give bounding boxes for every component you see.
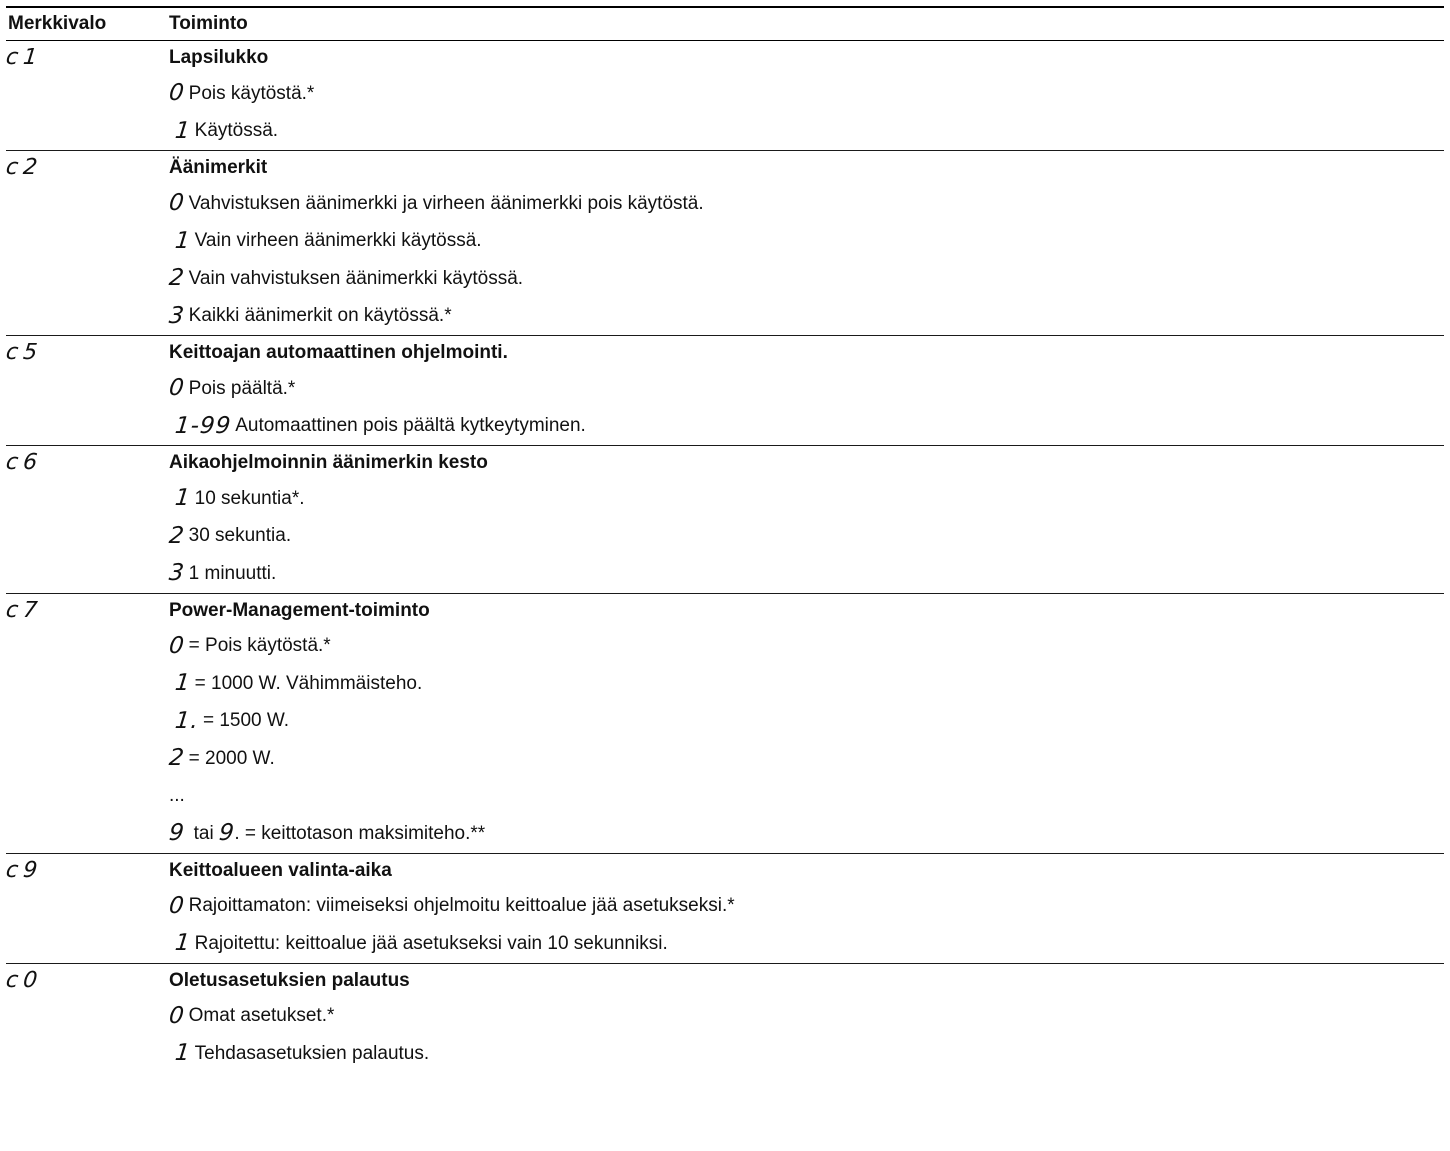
option-code: 0 bbox=[167, 375, 187, 402]
empty-indicator-cell bbox=[6, 555, 169, 593]
option-text: Rajoitettu: keittoalue jää asetukseksi vain 10 sekunniksi. bbox=[194, 932, 668, 954]
table-body bbox=[6, 41, 1444, 1073]
header-toiminto: Toiminto bbox=[169, 13, 248, 34]
option-row bbox=[6, 518, 1444, 556]
indicator-cell bbox=[6, 594, 169, 628]
option-code: 1 bbox=[173, 117, 193, 144]
option-row bbox=[6, 75, 1444, 113]
option-row bbox=[6, 665, 1444, 703]
setting-title: Aikaohjelmoinnin äänimerkin kesto bbox=[169, 452, 488, 473]
indicator-code: c7 bbox=[4, 597, 44, 623]
option-cell bbox=[169, 480, 1444, 518]
empty-indicator-cell bbox=[6, 1035, 169, 1073]
setting-title-row bbox=[6, 964, 1444, 998]
empty-indicator-cell bbox=[6, 815, 169, 853]
option-text: Kaikki äänimerkit on käytössä.* bbox=[188, 305, 452, 327]
empty-indicator-cell bbox=[6, 925, 169, 963]
option-row bbox=[6, 370, 1444, 408]
setting-title-row bbox=[6, 41, 1444, 75]
option-cell bbox=[169, 998, 1444, 1036]
option-row bbox=[6, 408, 1444, 446]
indicator-code: c5 bbox=[4, 340, 44, 365]
option-cell bbox=[169, 75, 1444, 113]
empty-indicator-cell bbox=[6, 75, 169, 113]
option-cell bbox=[169, 740, 1444, 778]
option-row bbox=[6, 628, 1444, 666]
option-row bbox=[6, 185, 1444, 223]
option-code: 9 bbox=[167, 820, 187, 847]
option-cell bbox=[169, 223, 1444, 261]
setting-title-row bbox=[6, 151, 1444, 185]
indicator-code: c2 bbox=[4, 155, 44, 180]
option-cell bbox=[169, 703, 1444, 741]
option-text: 30 sekuntia. bbox=[188, 525, 292, 547]
option-code: 0 bbox=[167, 190, 187, 217]
option-code: 1 bbox=[173, 227, 193, 254]
option-row bbox=[6, 888, 1444, 926]
option-row bbox=[6, 480, 1444, 518]
option-text: Tehdasasetuksien palautus. bbox=[194, 1042, 430, 1064]
option-code: 0 bbox=[167, 632, 187, 659]
option-text: ... bbox=[169, 785, 185, 807]
empty-indicator-cell bbox=[6, 628, 169, 666]
option-cell bbox=[169, 298, 1444, 336]
table-header bbox=[6, 6, 1444, 41]
empty-indicator-cell bbox=[6, 480, 169, 518]
setting-group bbox=[6, 41, 1444, 151]
option-cell bbox=[169, 518, 1444, 556]
setting-title-row bbox=[6, 854, 1444, 888]
setting-group bbox=[6, 594, 1444, 854]
empty-indicator-cell bbox=[6, 113, 169, 151]
option-text: = 1500 W. bbox=[202, 710, 290, 732]
setting-title: Oletusasetuksien palautus bbox=[169, 969, 410, 991]
option-cell bbox=[169, 815, 1444, 853]
indicator-cell bbox=[6, 336, 169, 370]
option-row bbox=[6, 703, 1444, 741]
indicator-code: c0 bbox=[4, 967, 44, 993]
option-separator: tai bbox=[193, 822, 214, 844]
option-cell bbox=[169, 370, 1444, 408]
option-code: 3 bbox=[167, 302, 187, 329]
indicator-cell bbox=[6, 964, 169, 998]
option-code: 1 bbox=[173, 670, 193, 697]
option-cell bbox=[169, 185, 1444, 223]
option-row bbox=[6, 298, 1444, 336]
function-cell bbox=[169, 151, 1444, 185]
empty-indicator-cell bbox=[6, 665, 169, 703]
option-code: 0 bbox=[167, 892, 187, 919]
option-row bbox=[6, 260, 1444, 298]
option-code: 3 bbox=[167, 560, 187, 587]
option-cell bbox=[169, 628, 1444, 666]
option-row bbox=[6, 223, 1444, 261]
empty-indicator-cell bbox=[6, 888, 169, 926]
function-cell bbox=[169, 41, 1444, 75]
indicator-cell bbox=[6, 41, 169, 75]
option-cell bbox=[169, 925, 1444, 963]
option-row bbox=[6, 555, 1444, 593]
indicator-code: c1 bbox=[4, 45, 44, 70]
option-row bbox=[6, 925, 1444, 963]
setting-title: Keittoalueen valinta-aika bbox=[169, 859, 392, 881]
option-code: 2 bbox=[167, 745, 187, 772]
empty-indicator-cell bbox=[6, 740, 169, 778]
option-code: 1 bbox=[173, 930, 193, 957]
option-cell bbox=[169, 113, 1444, 151]
empty-indicator-cell bbox=[6, 298, 169, 336]
option-cell bbox=[169, 1035, 1444, 1073]
option-text: Pois käytöstä.* bbox=[188, 82, 315, 104]
option-text: Vahvistuksen äänimerkki ja virheen äänimerkki pois käytöstä. bbox=[188, 192, 704, 214]
option-text: 1 minuutti. bbox=[188, 562, 277, 584]
setting-title: Äänimerkit bbox=[169, 157, 268, 178]
option-code: 1 bbox=[173, 485, 193, 512]
setting-title: Power-Management-toiminto bbox=[169, 599, 430, 621]
setting-group bbox=[6, 964, 1444, 1073]
option-text: Rajoittamaton: viimeiseksi ohjelmoitu keittoalue jää asetukseksi.* bbox=[188, 895, 735, 917]
option-text: = Pois käytöstä.* bbox=[188, 635, 331, 657]
option-text: = 1000 W. Vähimmäisteho. bbox=[194, 672, 423, 694]
option-text: Vain vahvistuksen äänimerkki käytössä. bbox=[188, 267, 524, 289]
indicator-cell bbox=[6, 854, 169, 888]
function-cell bbox=[169, 336, 1444, 370]
indicator-code: c6 bbox=[4, 450, 44, 475]
function-cell bbox=[169, 964, 1444, 998]
option-text: Pois päältä.* bbox=[188, 377, 296, 399]
indicator-code: c9 bbox=[4, 857, 44, 883]
empty-indicator-cell bbox=[6, 185, 169, 223]
option-cell bbox=[169, 555, 1444, 593]
setting-title: Keittoajan automaattinen ohjelmointi. bbox=[169, 342, 508, 363]
option-row bbox=[6, 1035, 1444, 1073]
empty-indicator-cell bbox=[6, 778, 169, 816]
option-code: 0 bbox=[167, 1002, 187, 1029]
option-text: Omat asetukset.* bbox=[188, 1005, 335, 1027]
option-code: 1 bbox=[173, 1040, 193, 1067]
setting-title: Lapsilukko bbox=[169, 47, 269, 68]
option-text: . = keittotason maksimiteho.** bbox=[234, 822, 486, 844]
option-text: Käytössä. bbox=[194, 120, 279, 142]
empty-indicator-cell bbox=[6, 370, 169, 408]
option-cell bbox=[169, 888, 1444, 926]
option-code: 9 bbox=[217, 820, 236, 847]
indicator-cell bbox=[6, 446, 169, 480]
indicator-cell bbox=[6, 151, 169, 185]
option-text: 10 sekuntia*. bbox=[194, 487, 305, 509]
option-code: 0 bbox=[167, 80, 187, 107]
function-cell bbox=[169, 446, 1444, 480]
function-cell bbox=[169, 854, 1444, 888]
option-cell bbox=[169, 778, 1444, 816]
empty-indicator-cell bbox=[6, 518, 169, 556]
empty-indicator-cell bbox=[6, 260, 169, 298]
function-cell bbox=[169, 594, 1444, 628]
setting-title-row bbox=[6, 336, 1444, 370]
option-row bbox=[6, 998, 1444, 1036]
option-cell bbox=[169, 665, 1444, 703]
option-row bbox=[6, 740, 1444, 778]
setting-group bbox=[6, 336, 1444, 446]
option-code: 2 bbox=[167, 522, 187, 549]
setting-group bbox=[6, 446, 1444, 594]
option-cell bbox=[169, 408, 1444, 446]
setting-title-row bbox=[6, 446, 1444, 480]
option-row bbox=[6, 113, 1444, 151]
header-merkkivalo: Merkkivalo bbox=[8, 13, 107, 34]
option-row bbox=[6, 815, 1444, 853]
option-text: = 2000 W. bbox=[188, 747, 275, 769]
empty-indicator-cell bbox=[6, 408, 169, 446]
setting-title-row bbox=[6, 594, 1444, 628]
setting-group bbox=[6, 151, 1444, 336]
option-code: 2 bbox=[167, 265, 187, 292]
option-row bbox=[6, 778, 1444, 816]
setting-group bbox=[6, 854, 1444, 964]
empty-indicator-cell bbox=[6, 703, 169, 741]
empty-indicator-cell bbox=[6, 223, 169, 261]
option-text: Automaattinen pois päältä kytkeytyminen. bbox=[235, 415, 586, 437]
option-code: 1-99 bbox=[173, 412, 233, 439]
settings-table bbox=[6, 6, 1444, 1073]
empty-indicator-cell bbox=[6, 998, 169, 1036]
option-text: Vain virheen äänimerkki käytössä. bbox=[194, 230, 482, 252]
option-code: 1. bbox=[173, 707, 201, 734]
option-cell bbox=[169, 260, 1444, 298]
